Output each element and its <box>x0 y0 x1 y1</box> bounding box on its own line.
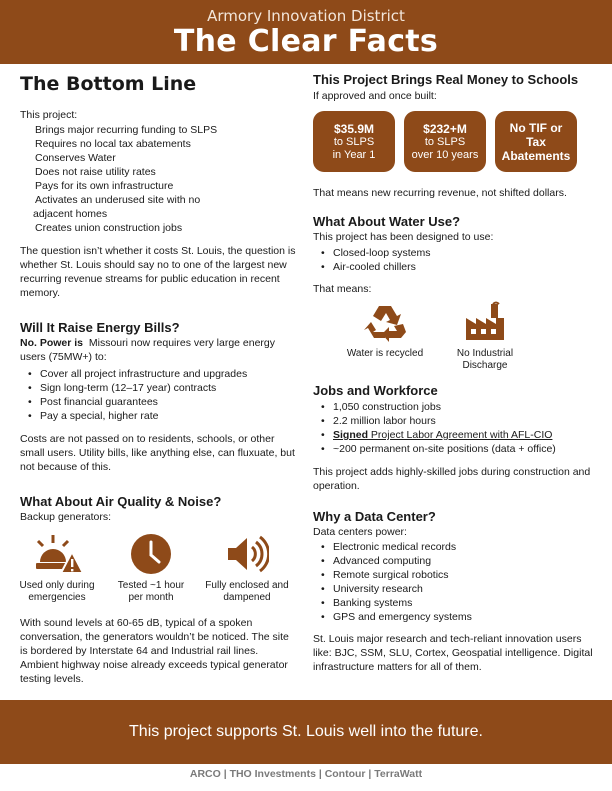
caption-line: Fully enclosed and <box>205 580 289 591</box>
list-item: • Post financial guarantees <box>20 395 296 409</box>
stat-value: Tax <box>526 134 546 149</box>
icon-caption <box>205 580 288 604</box>
caption-line: No Industrial <box>456 348 514 359</box>
icon-item <box>196 532 298 604</box>
energy-paragraph: Costs are not passed on to residents, schools, or other small users. Utility bills, like anything else, can fluxuate, but not because of this. <box>20 433 295 473</box>
list-item: • Pay a special, higher rate <box>20 409 296 423</box>
caption-line: Discharge <box>462 360 508 371</box>
bottom-line-paragraph: The question isn’t whether it costs St. Louis, the question is whether St. Louis should say no to one of the largest new recurring revenue streams for public education in recent memory. <box>20 245 296 299</box>
list-item: • Remote surgical robotics <box>313 568 597 582</box>
pla-agreement: Project Labor Agreement with AFL-CIO <box>368 429 553 441</box>
icon-item <box>106 532 196 604</box>
stat-row <box>313 111 597 172</box>
stat-label: to SLPS <box>424 135 466 148</box>
water-title: What About Water Use? <box>313 214 461 229</box>
energy-list <box>20 367 296 423</box>
icon-item <box>437 300 533 372</box>
energy-lead-bold: No. Power is <box>20 337 84 349</box>
right-column <box>313 64 597 674</box>
list-item: • Closed-loop systems <box>313 246 597 260</box>
caption-line: dampened <box>223 592 271 603</box>
bottom-line-title: The Bottom Line <box>20 73 197 95</box>
list-item: Does not raise utility rates <box>35 166 156 178</box>
stat-value: Abatements <box>501 148 571 163</box>
clock-icon <box>129 532 173 576</box>
icon-caption <box>347 348 423 360</box>
speaker-icon <box>225 532 269 576</box>
water-icon-row <box>333 300 597 372</box>
list-item: • University research <box>313 582 597 596</box>
list-item: Activates an underused site with no <box>35 194 201 206</box>
stat-value: $232+M <box>423 121 467 136</box>
stat-label: in Year 1 <box>332 148 376 161</box>
money-title: This Project Brings Real Money to Schools <box>313 72 579 87</box>
jobs-list <box>313 400 597 456</box>
energy-lead <box>20 336 296 364</box>
list-item: Creates union construction jobs <box>35 222 183 234</box>
water-subtitle: This project has been designed to use: <box>313 231 494 243</box>
left-column <box>20 64 296 686</box>
air-subtitle: Backup generators: <box>20 511 112 523</box>
money-subtitle: If approved and once built: <box>313 90 437 102</box>
stat-value: $35.9M <box>333 121 375 136</box>
list-item: Brings major recurring funding to SLPS <box>35 124 218 136</box>
list-item: • 2.2 million labor hours <box>313 414 597 428</box>
jobs-title: Jobs and Workforce <box>313 383 438 398</box>
list-item: • Advanced computing <box>313 554 597 568</box>
datacenter-subtitle: Data centers power: <box>313 526 407 538</box>
caption-line: per month <box>128 592 174 603</box>
list-item: • Sign long-term (12–17 year) contracts <box>20 381 296 395</box>
water-means: That means: <box>313 283 372 295</box>
stat-card-year1 <box>313 111 395 172</box>
list-item: adjacent homes <box>33 208 108 220</box>
icon-item <box>8 532 106 604</box>
footer-tagline: This project supports St. Louis well into the future. <box>129 723 483 740</box>
energy-lead-rest: Missouri now requires very large energy users (75MW+) to: <box>20 337 276 363</box>
air-icon-row <box>8 532 298 604</box>
header-title: The Clear Facts <box>173 24 439 59</box>
stat-card-no-tif <box>495 111 577 172</box>
icon-caption <box>19 580 94 604</box>
datacenter-title: Why a Data Center? <box>313 509 436 524</box>
stat-label: over 10 years <box>411 148 479 161</box>
stat-value: No TIF or <box>509 120 563 135</box>
air-title: What About Air Quality & Noise? <box>20 494 222 509</box>
warning-light-icon <box>30 532 84 576</box>
list-item: • Air-cooled chillers <box>313 260 597 274</box>
header-banner <box>0 0 612 64</box>
list-item: Conserves Water <box>35 152 116 164</box>
datacenter-paragraph: St. Louis major research and tech-reliant innovation users like: BJC, SSM, SLU, Cortex, Geospatial intelligence. Digital infrastructure matters for all of them. <box>313 633 593 673</box>
list-item: Pays for its own infrastructure <box>35 180 174 192</box>
footer-credits: ARCO | THO Investments | Contour | TerraWatt <box>189 768 423 780</box>
caption-line: Water is recycled <box>346 348 424 359</box>
list-item: • Cover all project infrastructure and upgrades <box>20 367 296 381</box>
icon-caption <box>457 348 513 372</box>
pla-signed: Signed <box>333 429 369 441</box>
list-item-pla <box>313 428 597 442</box>
caption-line: emergencies <box>28 592 86 603</box>
list-item: Requires no local tax abatements <box>35 138 191 150</box>
air-paragraph: With sound levels at 60-65 dB, typical of a spoken conversation, the generators wouldn’t be noticed. The site is bordered by Interstate 64 and Industrial rail lines. Ambient highway noise already exceeds typical generator testing levels. <box>20 617 289 685</box>
energy-title: Will It Raise Energy Bills? <box>20 320 180 335</box>
footer-tagline-band <box>0 700 612 764</box>
factory-icon <box>463 300 507 344</box>
caption-line: Used only during <box>19 580 95 591</box>
header-subtitle: Armory Innovation District <box>207 7 405 25</box>
datacenter-list <box>313 540 597 624</box>
jobs-paragraph: This project adds highly-skilled jobs during construction and operation. <box>313 466 591 492</box>
list-item: • ~200 permanent on-site positions (data + office) <box>313 442 597 456</box>
money-paragraph: That means new recurring revenue, not shifted dollars. <box>313 187 567 199</box>
list-item: • Electronic medical records <box>313 540 597 554</box>
bottom-line-intro: This project: <box>20 109 78 121</box>
stat-card-10years <box>404 111 486 172</box>
list-item: • GPS and emergency systems <box>313 610 597 624</box>
bottom-line-list <box>20 123 296 235</box>
water-list <box>313 246 597 274</box>
icon-item <box>333 300 437 372</box>
recycle-icon <box>363 300 407 344</box>
stat-label: to SLPS <box>333 135 375 148</box>
list-item: • 1,050 construction jobs <box>313 400 597 414</box>
caption-line: Tested ~1 hour <box>117 580 185 591</box>
list-item: • Banking systems <box>313 596 597 610</box>
icon-caption <box>118 580 184 604</box>
